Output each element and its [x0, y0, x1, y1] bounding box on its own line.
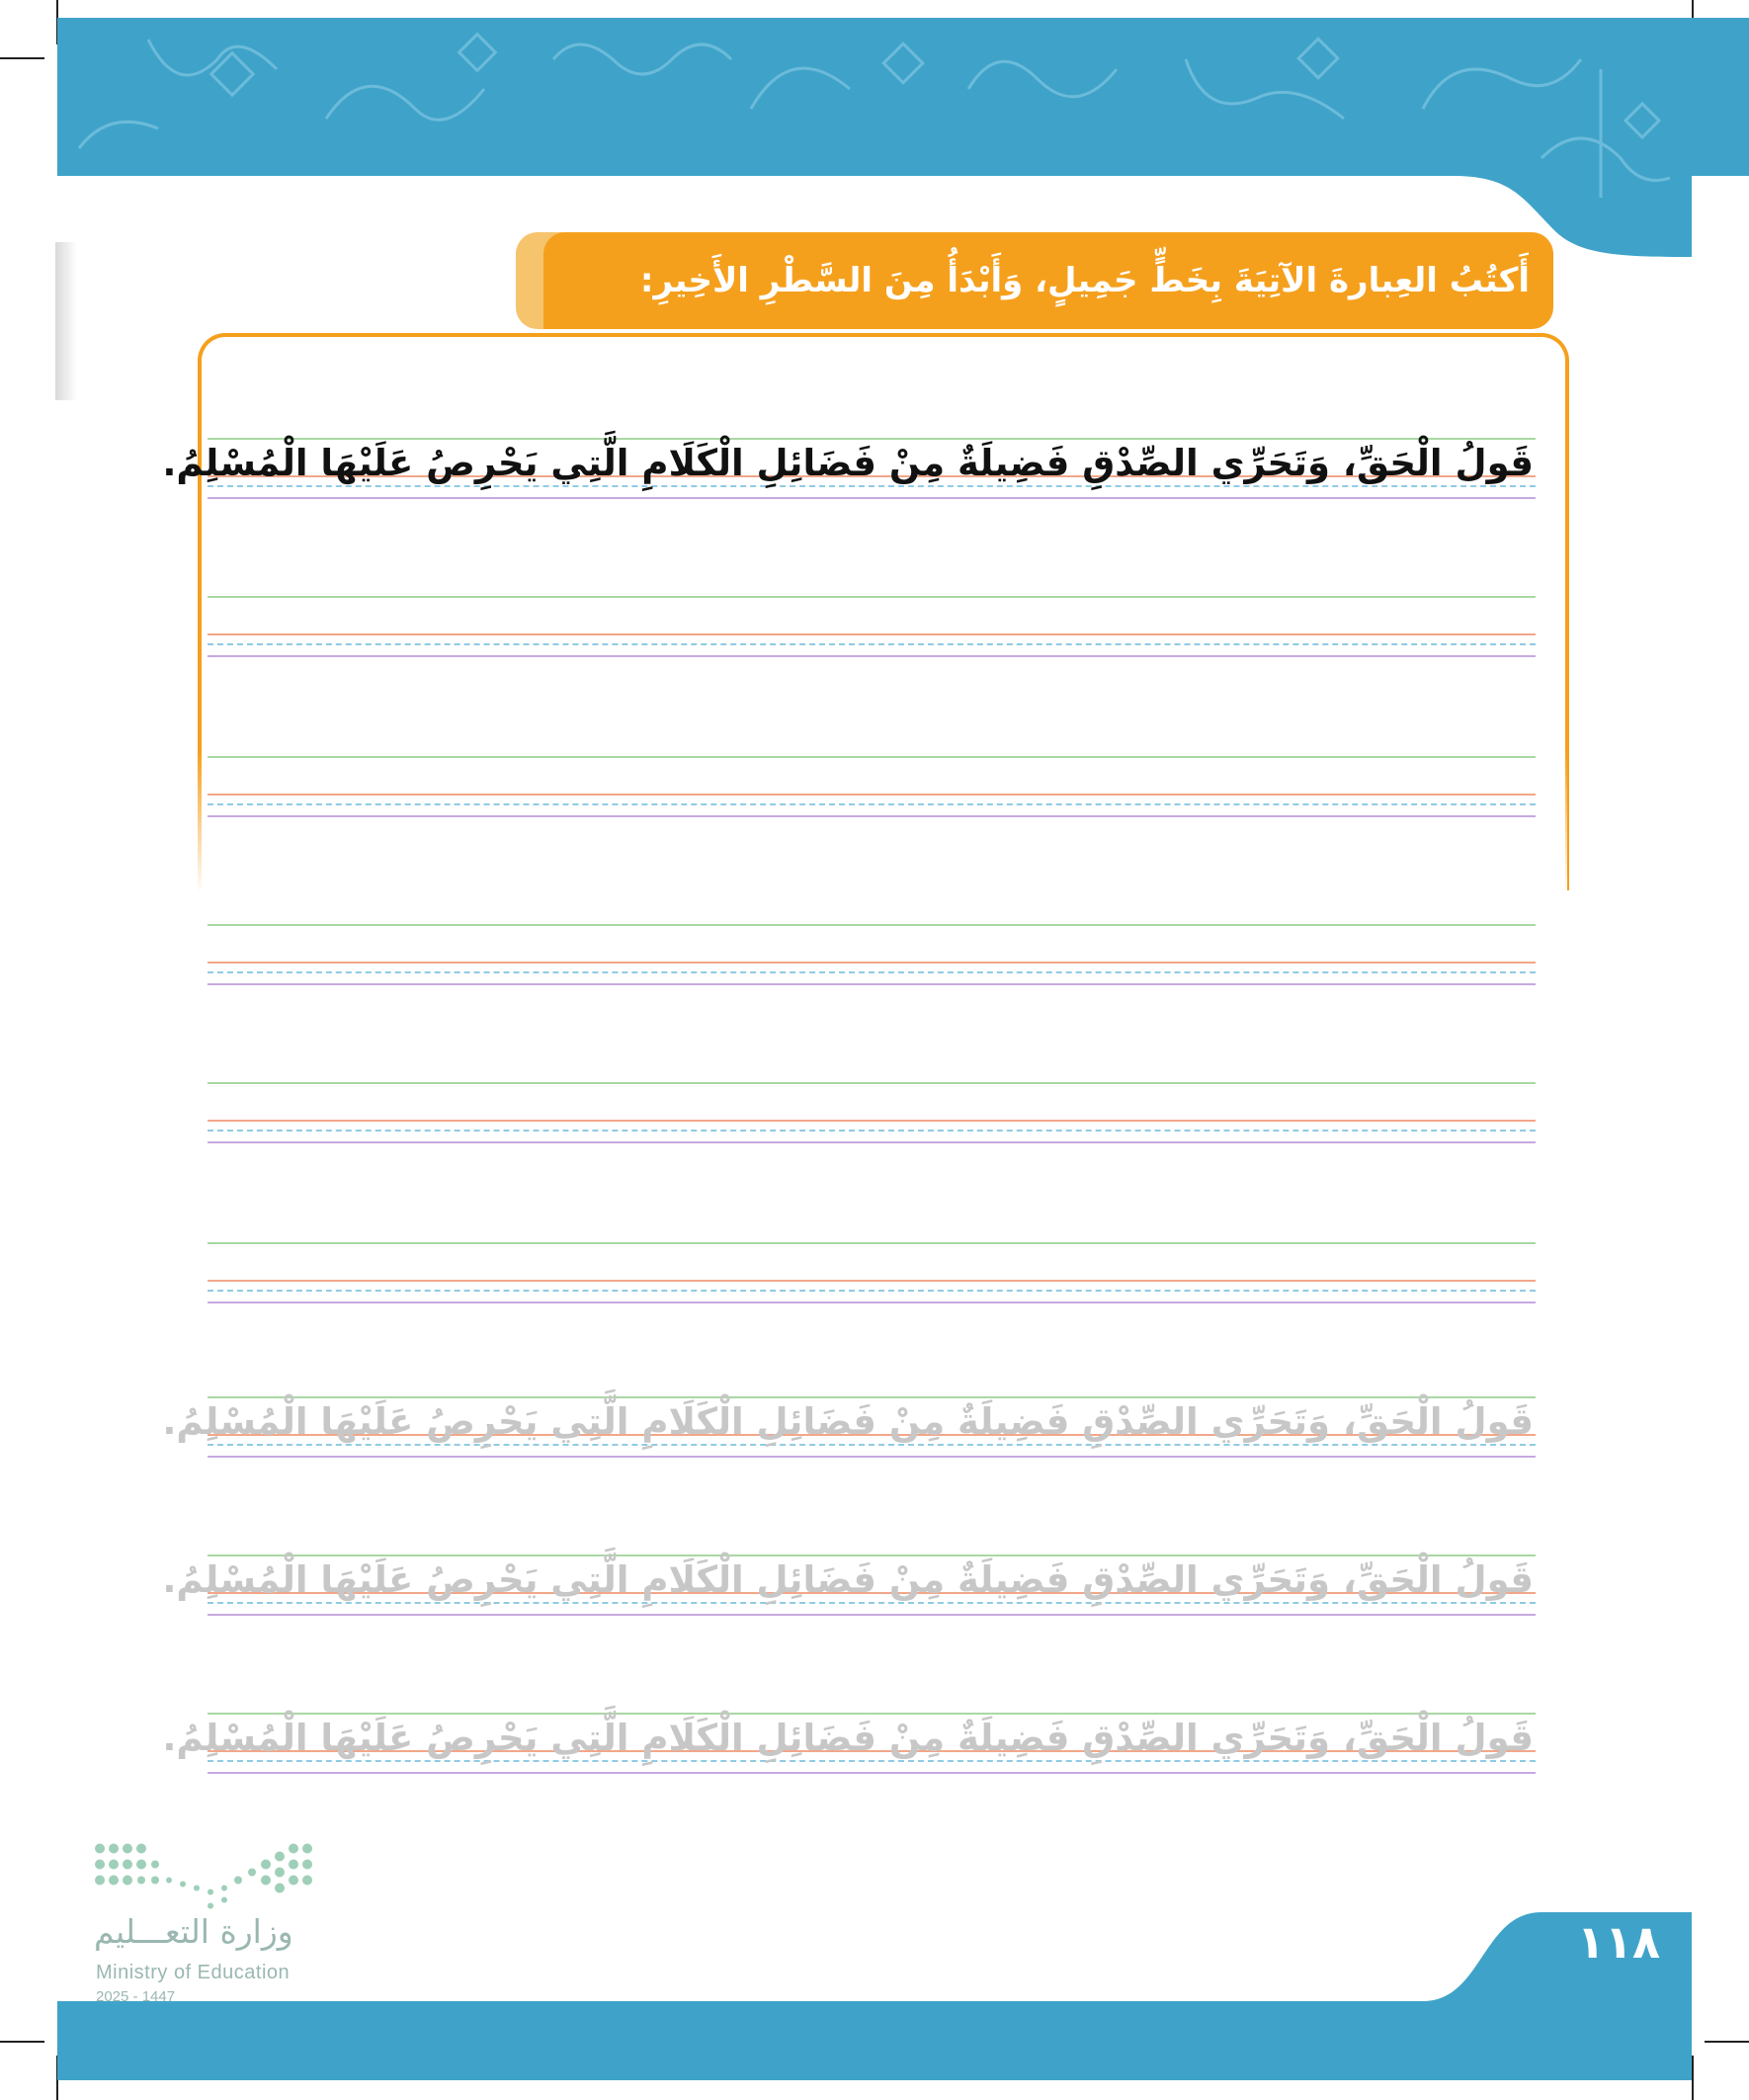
instruction-banner	[543, 232, 1553, 329]
ministry-name-english: Ministry of Education	[96, 1962, 291, 1983]
page-number: ١١٨	[1576, 1915, 1661, 1969]
writing-line-4[interactable]	[208, 924, 1536, 993]
trace-sentence: قَولُ الْحَقِّ، وَتَحَرِّي الصِّدْقِ فَضِيلَةٌ مِنْ فَضَائِلِ الْكَلَامِ الَّتِي يَحْرِصُ عَلَيْهَا الْمُسْلِمُ.	[162, 1717, 1534, 1759]
ministry-year: 2025 - 1447	[96, 1988, 176, 2005]
model-sentence: قَولُ الْحَقِّ، وَتَحَرِّي الصِّدْقِ فَضِيلَةٌ مِنْ فَضَائِلِ الْكَلَامِ الَّتِي يَحْرِصُ عَلَيْهَا الْمُسْلِمُ.	[162, 442, 1534, 484]
footer-band	[0, 1907, 1749, 2100]
writing-line-2[interactable]	[208, 596, 1536, 665]
header-decoration	[0, 0, 1749, 257]
trace-sentence: قَولُ الْحَقِّ، وَتَحَرِّي الصِّدْقِ فَضِيلَةٌ مِنْ فَضَائِلِ الْكَلَامِ الَّتِي يَحْرِصُ عَلَيْهَا الْمُسْلِمُ.	[162, 1558, 1534, 1601]
trace-sentence: قَولُ الْحَقِّ، وَتَحَرِّي الصِّدْقِ فَضِيلَةٌ مِنْ فَضَائِلِ الْكَلَامِ الَّتِي يَحْرِصُ عَلَيْهَا الْمُسْلِمُ.	[162, 1400, 1534, 1443]
page-edge-shadow	[55, 242, 77, 400]
writing-line-6[interactable]	[208, 1242, 1536, 1311]
writing-line-5[interactable]	[208, 1082, 1536, 1151]
writing-line-3[interactable]	[208, 756, 1536, 825]
ministry-name-arabic: وزارة التعـــليم	[94, 1912, 293, 1951]
instruction-text: أَكتُبُ العِبارةَ الآتِيَةَ بِخَطٍّ جَمِيلٍ، وَأَبْدَأُ مِنَ السَّطْرِ الأَخِيرِ:	[639, 261, 1530, 300]
